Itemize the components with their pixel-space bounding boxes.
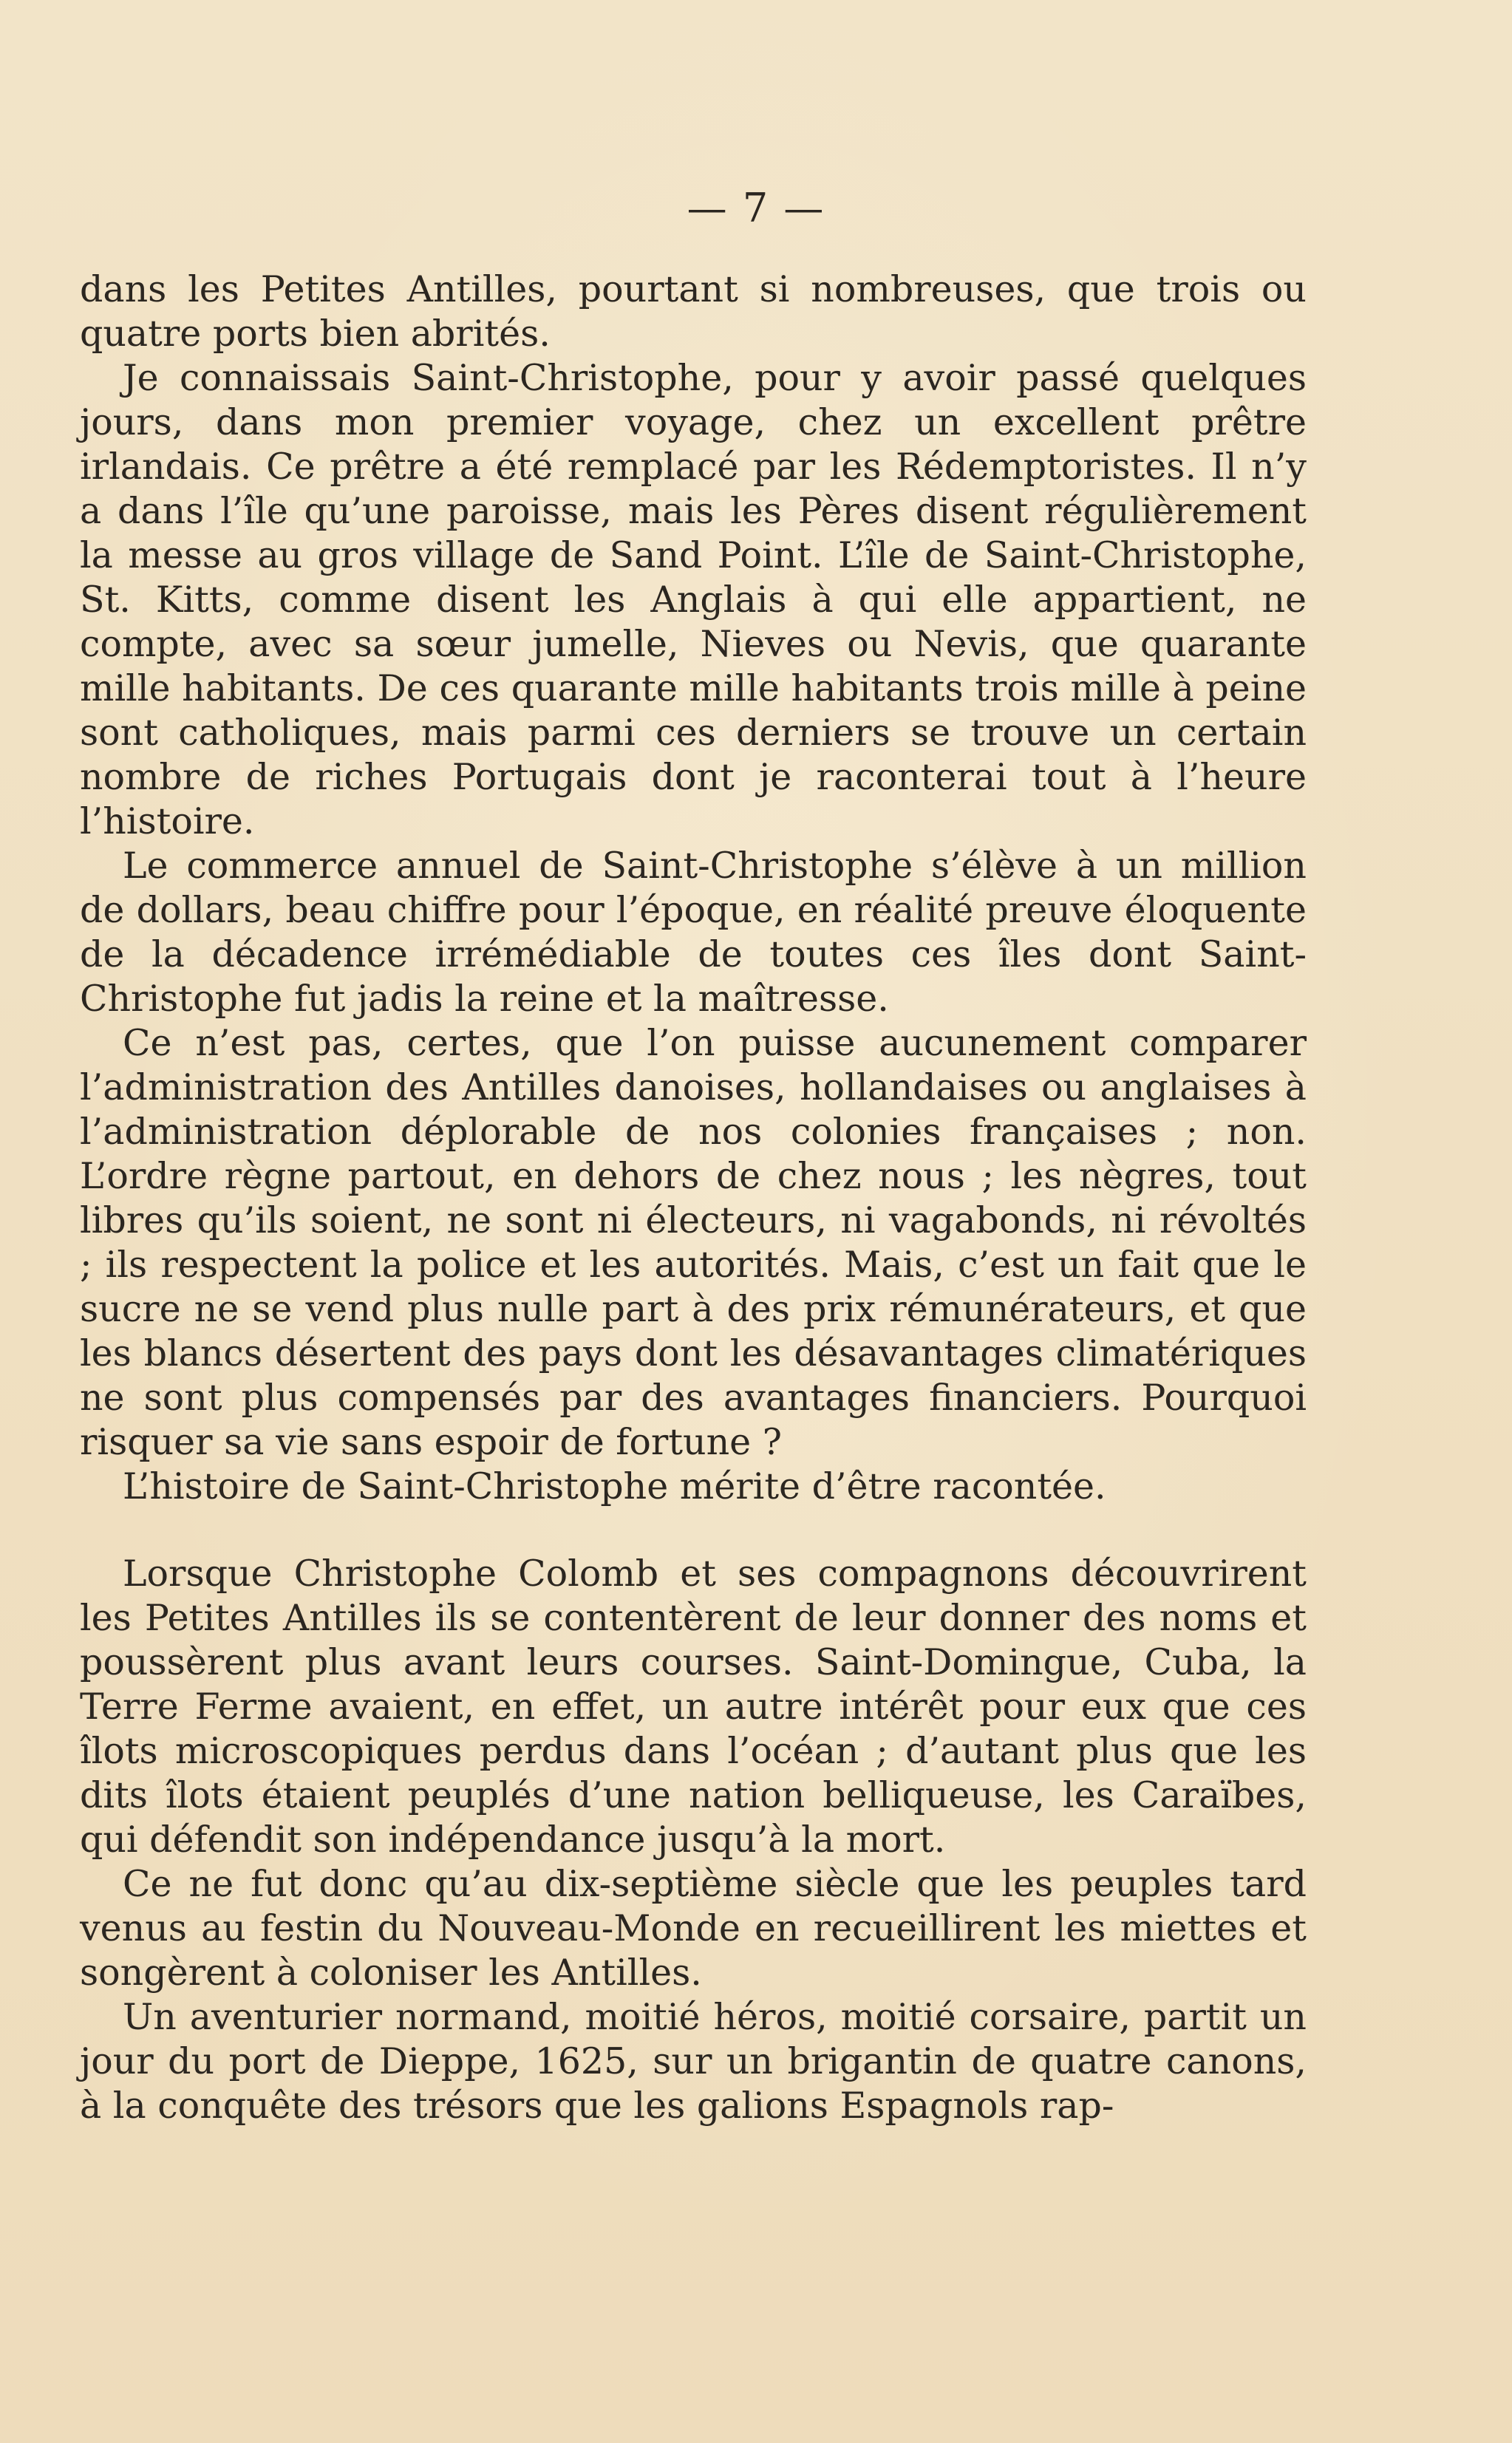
body-text (80, 268, 1307, 2128)
paragraph-history-intro: L’histoire de Saint-Christophe mérite d’être racontée. (123, 1465, 1106, 1507)
paragraph-saint-christophe-visit: Je connaissais Saint-Christophe, pour y avoir passé quelques jours, dans mon premier voyage, chez un excellent prêtre irlandais. Ce prêtre a été remplacé par les Rédemptoristes. Il n’y a dans l’île qu’une paroisse, mais les Pères disent régulièrement la messe au gros village de Sand Point. L’île de Saint-Christophe, St. Kitts, comme disent les Anglais à qui elle appartient, ne compte, avec sa sœur jumelle, Nieves ou Nevis, que quarante mille habitants. De ces quarante mille habitants trois mille à peine sont catholiques, mais parmi ces derniers se trouve un certain nombre de riches Portugais dont je raconterai tout à l’heure l’histoire. (80, 357, 1307, 842)
paragraph-commerce: Le commerce annuel de Saint-Christophe s’élève à un million de dollars, beau chiffre pour l’époque, en réalité preuve éloquente de la décadence irrémédiable de toutes ces îles dont Saint-Christophe fut jadis la reine et la maîtresse. (80, 845, 1307, 1020)
page-number: — 7 — (687, 185, 825, 231)
paragraph-norman-adventurer: Un aventurier normand, moitié héros, moitié corsaire, partit un jour du port de Dieppe, 1625, sur un brigantin de quatre canons, à la conquête des trésors que les galions Espagnols rap- (80, 1996, 1307, 2127)
section-gap (80, 1509, 1307, 1552)
paragraph-columbus: Lorsque Christophe Colomb et ses compagnons découvrirent les Petites Antilles ils se contentèrent de leur donner des noms et poussèrent plus avant leurs courses. Saint-Domingue, Cuba, la Terre Ferme avaient, en effet, un autre intérêt pour eux que ces îlots microscopiques perdus dans l’océan ; d’autant plus que les dits îlots étaient peuplés d’une nation belliqueuse, les Caraïbes, qui défendit son indépendance jusqu’à la mort. (80, 1553, 1307, 1861)
paragraph-continuation: dans les Petites Antilles, pourtant si nombreuses, que trois ou quatre ports bien abrités. (80, 268, 1307, 355)
paragraph-seventeenth-century: Ce ne fut donc qu’au dix-septième siècle que les peuples tard venus au festin du Nouveau-Monde en recueillirent les miettes et songèrent à coloniser les Antilles. (80, 1863, 1307, 1994)
paragraph-administration: Ce n’est pas, certes, que l’on puisse aucunement comparer l’administration des Antilles danoises, hollandaises ou anglaises à l’administration déplorable de nos colonies françaises ; non. L’ordre règne partout, en dehors de chez nous ; les nègres, tout libres qu’ils soient, ne sont ni électeurs, ni vagabonds, ni révoltés ; ils respectent la police et les autorités. Mais, c’est un fait que le sucre ne se vend plus nulle part à des prix rémunérateurs, et que les blancs désertent des pays dont les désavantages climatériques ne sont plus compensés par des avantages financiers. Pourquoi risquer sa vie sans espoir de fortune ? (80, 1022, 1307, 1463)
